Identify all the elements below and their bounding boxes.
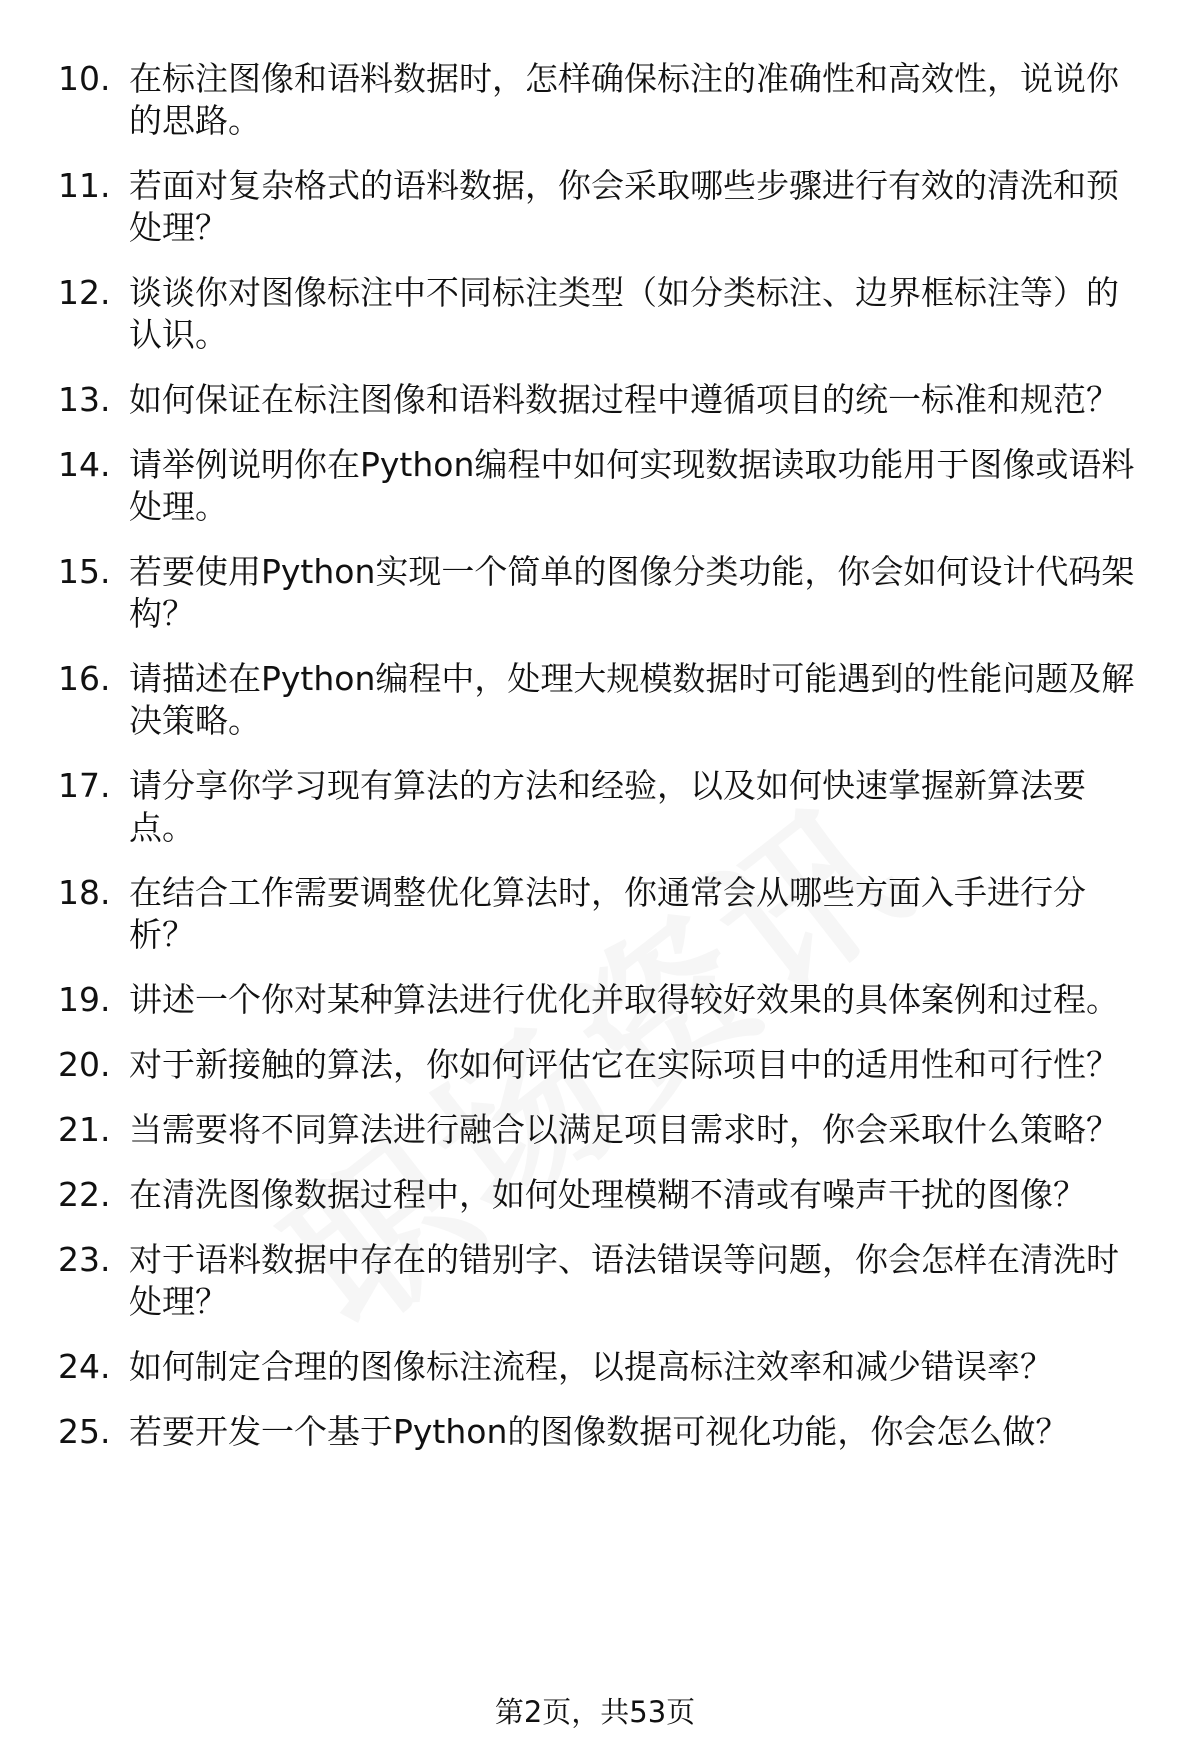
question-text: 若要使用Python实现一个简单的图像分类功能，你会如何设计代码架构？ [129,552,1135,633]
question-text: 请举例说明你在Python编程中如何实现数据读取功能用于图像或语料处理。 [129,445,1135,526]
question-text: 在结合工作需要调整优化算法时，你通常会从哪些方面入手进行分析？ [129,873,1086,954]
question-number: 10. [58,59,111,98]
question-number: 20. [58,1045,111,1084]
question-text: 谈谈你对图像标注中不同标注类型（如分类标注、边界框标注等）的认识。 [129,273,1119,354]
question-text: 在标注图像和语料数据时，怎样确保标注的准确性和高效性，说说你的思路。 [129,59,1119,140]
question-text: 请分享你学习现有算法的方法和经验，以及如何快速掌握新算法要点。 [129,766,1086,847]
question-text: 在清洗图像数据过程中，如何处理模糊不清或有噪声干扰的图像？ [129,1175,1086,1214]
question-item [0,165,1190,249]
question-number: 22. [58,1175,111,1214]
question-item [0,444,1190,528]
question-item [0,1239,1190,1323]
question-number: 18. [58,873,111,912]
question-text: 当需要将不同算法进行融合以满足项目需求时，你会采取什么策略？ [129,1110,1119,1149]
question-number: 17. [58,766,111,805]
question-item [0,58,1190,142]
question-number: 15. [58,552,111,591]
question-item [0,1109,1190,1151]
question-text: 对于语料数据中存在的错别字、语法错误等问题，你会怎样在清洗时处理？ [129,1240,1119,1321]
question-list [0,58,1190,1476]
question-number: 16. [58,659,111,698]
question-item [0,1411,1190,1453]
question-text: 如何保证在标注图像和语料数据过程中遵循项目的统一标准和规范？ [129,380,1119,419]
question-item [0,658,1190,742]
question-text: 若要开发一个基于Python的图像数据可视化功能，你会怎么做？ [129,1412,1069,1451]
question-number: 21. [58,1110,111,1149]
question-number: 19. [58,980,111,1019]
page-footer: 第2页，共53页 [494,1695,696,1729]
question-item [0,379,1190,421]
question-text: 请描述在Python编程中，处理大规模数据时可能遇到的性能问题及解决策略。 [129,659,1135,740]
question-number: 11. [58,166,111,205]
question-item [0,765,1190,849]
question-text: 对于新接触的算法，你如何评估它在实际项目中的适用性和可行性？ [129,1045,1119,1084]
question-text: 若面对复杂格式的语料数据，你会采取哪些步骤进行有效的清洗和预处理？ [129,166,1119,247]
question-item [0,1044,1190,1086]
question-number: 23. [58,1240,111,1279]
question-item [0,979,1190,1021]
question-number: 25. [58,1412,111,1451]
question-item [0,272,1190,356]
question-item [0,1174,1190,1216]
question-item [0,551,1190,635]
question-number: 24. [58,1347,111,1386]
question-number: 12. [58,273,111,312]
question-number: 14. [58,445,111,484]
question-item [0,1346,1190,1388]
question-item [0,872,1190,956]
question-text: 如何制定合理的图像标注流程，以提高标注效率和减少错误率？ [129,1347,1053,1386]
question-number: 13. [58,380,111,419]
question-text: 讲述一个你对某种算法进行优化并取得较好效果的具体案例和过程。 [129,980,1119,1019]
